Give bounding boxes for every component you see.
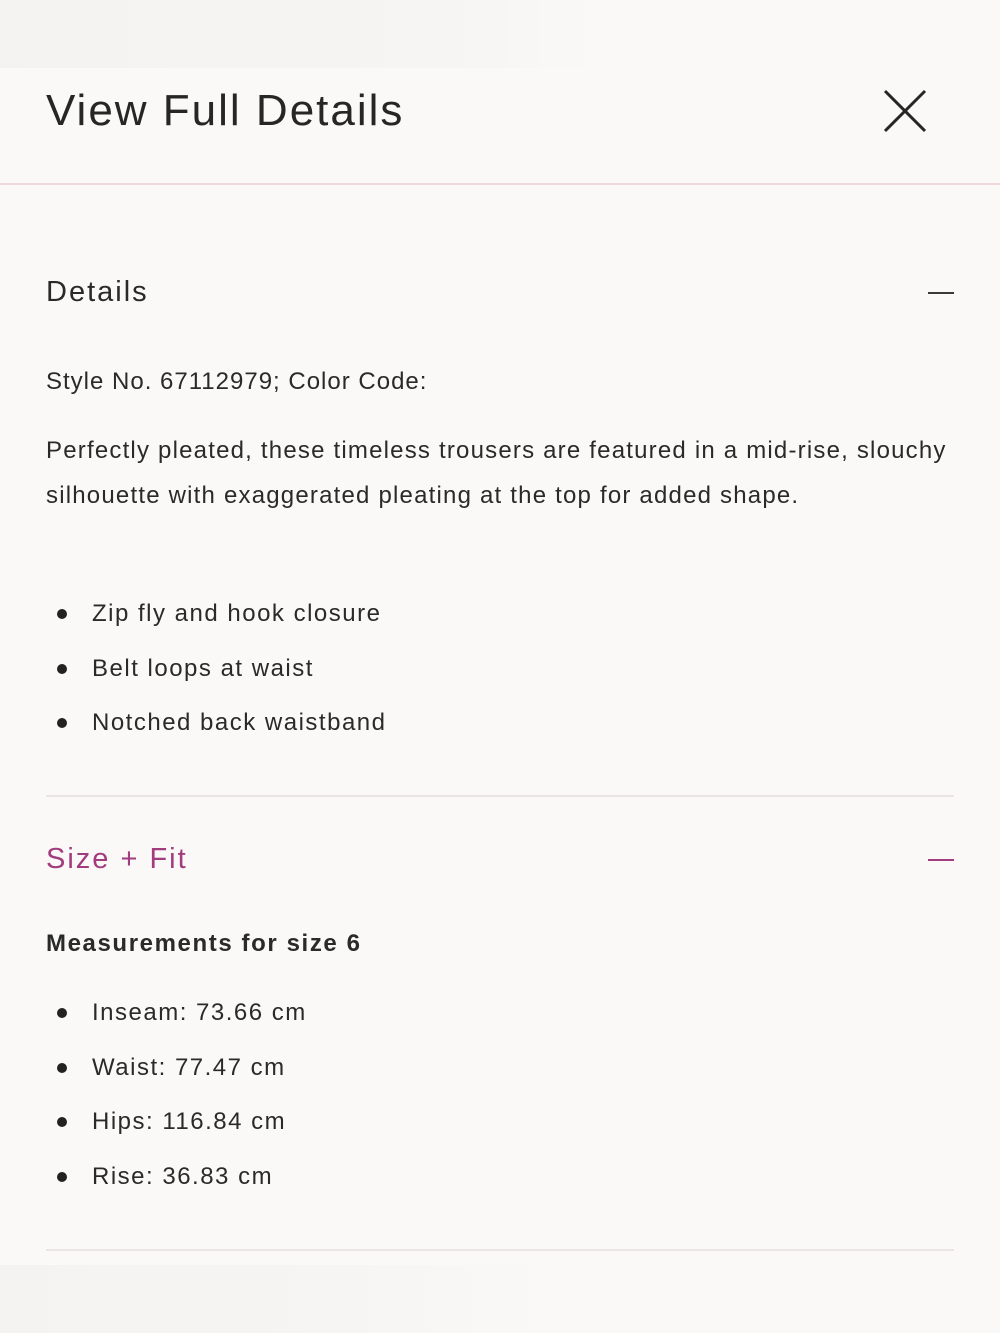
- collapse-size-fit-icon[interactable]: [928, 859, 954, 861]
- details-section: [46, 276, 954, 316]
- close-icon: [880, 86, 930, 136]
- product-description: [46, 428, 954, 518]
- style-number-text: Style No. 67112979; Color Code:: [46, 368, 428, 395]
- size-fit-title: Size + Fit: [46, 843, 188, 875]
- list-item: Waist: 77.47 cm: [46, 1053, 954, 1108]
- style-number: [46, 368, 954, 396]
- list-item: Inseam: 73.66 cm: [46, 998, 954, 1053]
- modal-header: [0, 68, 1000, 185]
- measurements-list: [46, 998, 954, 1216]
- list-item: Hips: 116.84 cm: [46, 1107, 954, 1162]
- divider: [46, 795, 954, 797]
- list-item: Zip fly and hook closure: [46, 599, 954, 654]
- background-overlay-bottom: [0, 1265, 1000, 1333]
- list-item: Belt loops at waist: [46, 654, 954, 709]
- size-fit-header[interactable]: [46, 843, 954, 883]
- description-text: Perfectly pleated, these timeless trousers are featured in a mid-rise, slouchy silhouette with exaggerated pleating at the top for added shape.: [46, 437, 947, 509]
- measurements-heading: [46, 930, 954, 958]
- divider: [46, 1249, 954, 1251]
- features-list: [46, 599, 954, 763]
- details-header[interactable]: [46, 276, 954, 316]
- list-item: Rise: 36.83 cm: [46, 1162, 954, 1217]
- list-item: Notched back waistband: [46, 708, 954, 763]
- collapse-details-icon[interactable]: [928, 292, 954, 294]
- background-overlay-top: [0, 0, 1000, 68]
- size-fit-section: [46, 843, 954, 883]
- modal-title: View Full Details: [46, 86, 405, 135]
- details-title: Details: [46, 276, 149, 308]
- measurements-title: Measurements for size 6: [46, 930, 362, 957]
- close-button[interactable]: [880, 86, 930, 136]
